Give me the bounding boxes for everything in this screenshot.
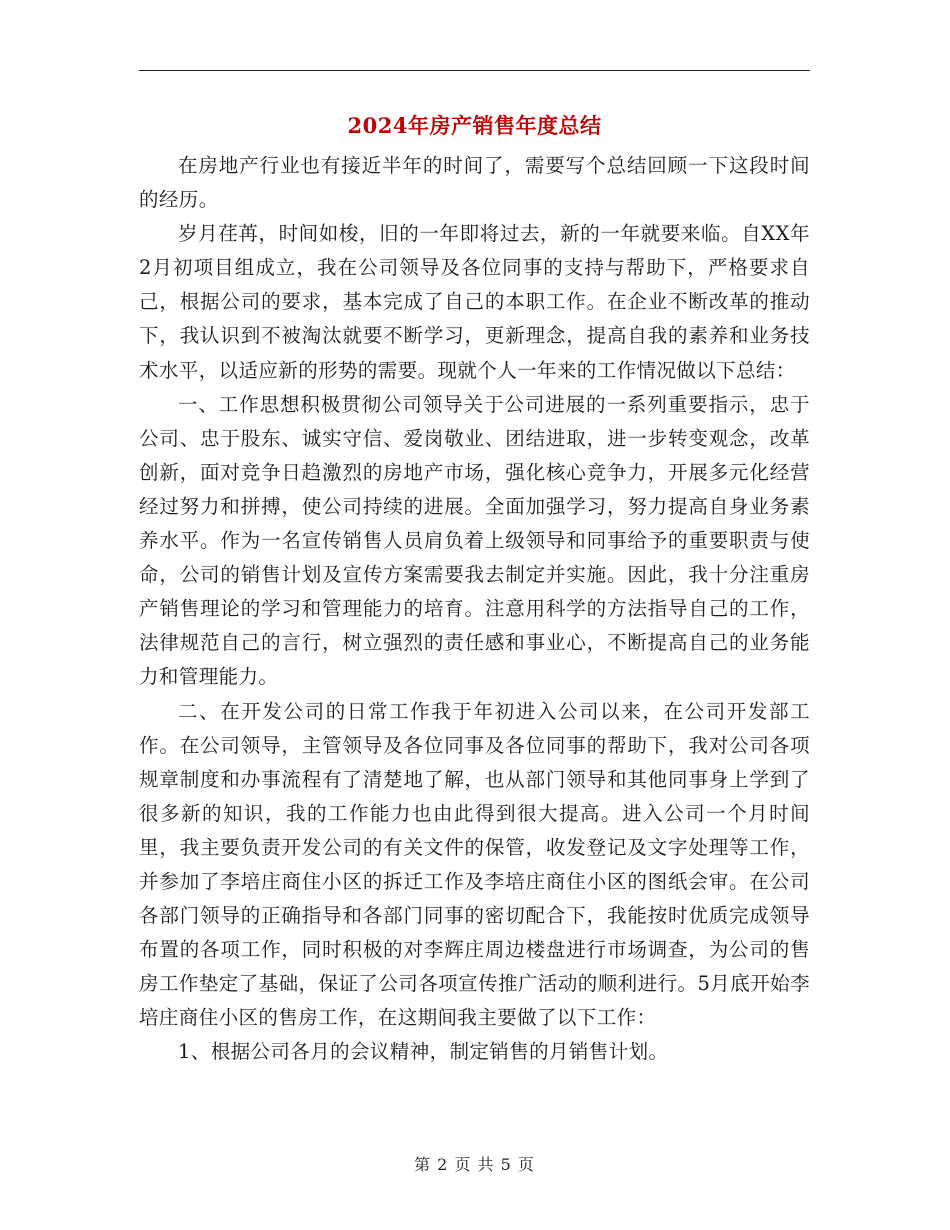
paragraph: 二、在开发公司的日常工作我于年初进入公司以来，在公司开发部工作。在公司领导，主管领导及各位同事及各位同事的帮助下，我对公司各项规章制度和办事流程有了清楚地了解，也从部门领导和其他同事身上学到了很多新的知识，我的工作能力也由此得到很大提高。进入公司一个月时间里，我主要负责开发公司的有关文件的保管，收发登记及文字处理等工作，并参加了李培庄商住小区的拆迁工作及李培庄商住小区的图纸会审。在公司各部门领导的正确指导和各部门同事的密切配合下，我能按时优质完成领导布置的各项工作，同时积极的对李辉庄周边楼盘进行市场调查，为公司的售房工作垫定了基础，保证了公司各项宣传推广活动的顺利进行。5月底开始李培庄商住小区的售房工作，在这期间我主要做了以下工作： — [139, 699, 810, 1030]
header-rule — [139, 70, 810, 71]
paragraph: 在房地产行业也有接近半年的时间了，需要写个总结回顾一下这段时间的经历。 — [139, 154, 810, 212]
document-body — [139, 149, 810, 1070]
paragraph: 1、根据公司各月的会议精神，制定销售的月销售计划。 — [178, 1040, 669, 1064]
document-title: 2024年房产销售年度总结 — [347, 113, 602, 138]
paragraph: 岁月荏苒，时间如梭，旧的一年即将过去，新的一年就要来临。自XX年2月初项目组成立，我在公司领导及各位同事的支持与帮助下，严格要求自己，根据公司的要求，基本完成了自己的本职工作。在企业不断改革的推动下，我认识到不被淘汰就要不断学习，更新理念，提高自我的素养和业务技术水平，以适应新的形势的需要。现就个人一年来的工作情况做以下总结： — [139, 222, 810, 382]
paragraph: 一、工作思想积极贯彻公司领导关于公司进展的一系列重要指示，忠于公司、忠于股东、诚实守信、爱岗敬业、团结进取，进一步转变观念，改革创新，面对竞争日趋激烈的房地产市场，强化核心竞争力，开展多元化经营经过努力和拼搏，使公司持续的进展。全面加强学习，努力提高自身业务素养水平。作为一名宣传销售人员肩负着上级领导和同事给予的重要职责与使命，公司的销售计划及宣传方案需要我去制定并实施。因此，我十分注重房产销售理论的学习和管理能力的培育。注意用科学的方法指导自己的工作，法律规范自己的言行，树立强烈的责任感和事业心，不断提高自己的业务能力和管理能力。 — [139, 392, 810, 689]
page-number-footer: 第 2 页 共 5 页 — [414, 1155, 535, 1174]
